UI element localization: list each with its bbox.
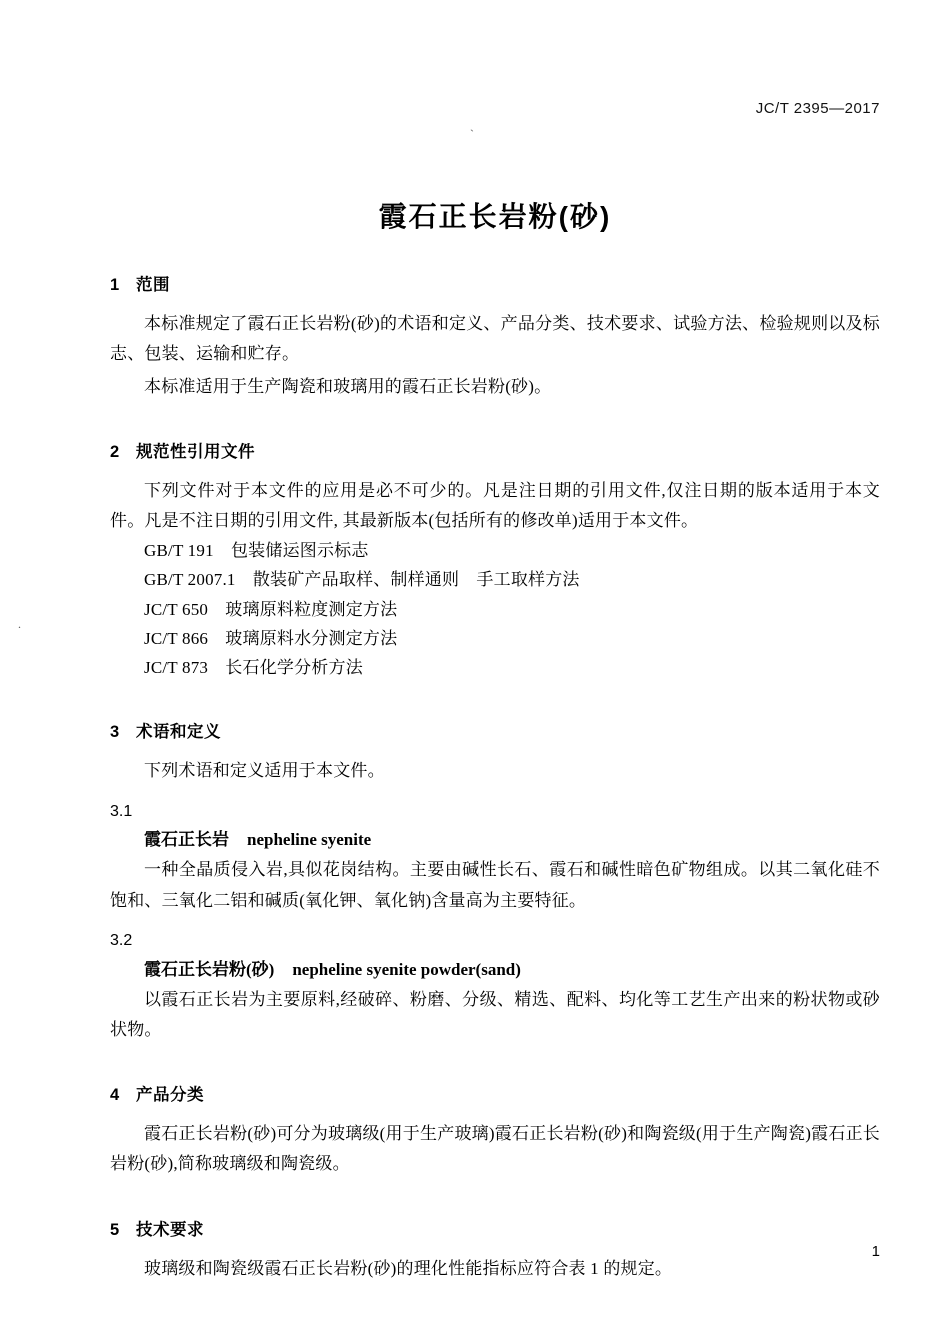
section-heading-4 — [110, 1081, 880, 1105]
term-definition-3-2: 以霞石正长岩为主要原料,经破碎、粉磨、分级、精选、配料、均化等工艺生产出来的粉状物或砂状物。 — [110, 989, 880, 1039]
top-tick-mark: ˋ — [470, 127, 474, 141]
term-cn-3-1: 霞石正长岩 — [144, 830, 229, 850]
term-en-3-2: nepheline syenite powder(sand) — [292, 959, 521, 979]
term-entry-3-1 — [110, 826, 880, 853]
section-1-paragraph-2: 本标准适用于生产陶瓷和玻璃用的霞石正长岩粉(砂)。 — [144, 376, 552, 396]
term-en-3-1: nepheline syenite — [247, 830, 372, 850]
left-tick-mark: . — [18, 617, 21, 631]
section-4-paragraph-1: 霞石正长岩粉(砂)可分为玻璃级(用于生产玻璃)霞石正长岩粉(砂)和陶瓷级(用于生产陶瓷)霞石正长岩粉(砂),简称玻璃级和陶瓷级。 — [110, 1124, 880, 1174]
clause-number-3-1: 3.1 — [110, 802, 133, 820]
term-cn-3-2: 霞石正长岩粉(砂) — [144, 959, 275, 979]
clause-number-3-2: 3.2 — [110, 931, 133, 949]
section-2-paragraph-1: 下列文件对于本文件的应用是必不可少的。凡是注日期的引用文件,仅注日期的版本适用于本文件。凡是不注日期的引用文件, 其最新版本(包括所有的修改单)适用于本文件。 — [110, 480, 880, 530]
section-title-3: 术语和定义 — [136, 723, 221, 742]
page-content — [110, 100, 880, 1284]
reference-item: GB/T 2007.1 散装矿产品取样、制样通则 手工取样方法 — [144, 570, 580, 590]
section-title-2: 规范性引用文件 — [136, 442, 255, 461]
section-heading-2 — [110, 438, 880, 462]
section-1-paragraph-1: 本标准规定了霞石正长岩粉(砂)的术语和定义、产品分类、技术要求、试验方法、检验规则以及标志、包装、运输和贮存。 — [110, 314, 880, 364]
page-title: 霞石正长岩粉(砂) — [378, 201, 612, 232]
section-number-1: 1 — [110, 276, 120, 294]
section-number-3: 3 — [110, 723, 120, 742]
section-5-paragraph-1: 玻璃级和陶瓷级霞石正长岩粉(砂)的理化性能指标应符合表 1 的规定。 — [144, 1258, 673, 1278]
section-number-2: 2 — [110, 442, 120, 461]
standard-code-header: JC/T 2395—2017 — [755, 100, 880, 117]
reference-item: JC/T 866 玻璃原料水分测定方法 — [144, 628, 398, 648]
section-title-5: 技术要求 — [136, 1220, 204, 1239]
section-number-5: 5 — [110, 1220, 120, 1239]
term-entry-3-2 — [110, 956, 880, 983]
section-title-4: 产品分类 — [136, 1086, 204, 1105]
section-3-paragraph-1: 下列术语和定义适用于本文件。 — [144, 761, 385, 781]
section-title-1: 范围 — [136, 276, 170, 294]
term-definition-3-1: 一种全晶质侵入岩,具似花岗结构。主要由碱性长石、霞石和碱性暗色矿物组成。以其二氧化硅不饱和、三氧化二铝和碱质(氧化钾、氧化钠)含量高为主要特征。 — [110, 860, 880, 910]
section-number-4: 4 — [110, 1086, 120, 1105]
page-number: 1 — [871, 1243, 880, 1260]
section-heading-1 — [110, 271, 880, 295]
section-heading-3 — [110, 718, 880, 742]
reference-item: JC/T 873 长石化学分析方法 — [144, 658, 363, 678]
reference-item: GB/T 191 包装储运图示标志 — [144, 541, 369, 561]
section-heading-5 — [110, 1216, 880, 1240]
reference-item: JC/T 650 玻璃原料粒度测定方法 — [144, 599, 398, 619]
